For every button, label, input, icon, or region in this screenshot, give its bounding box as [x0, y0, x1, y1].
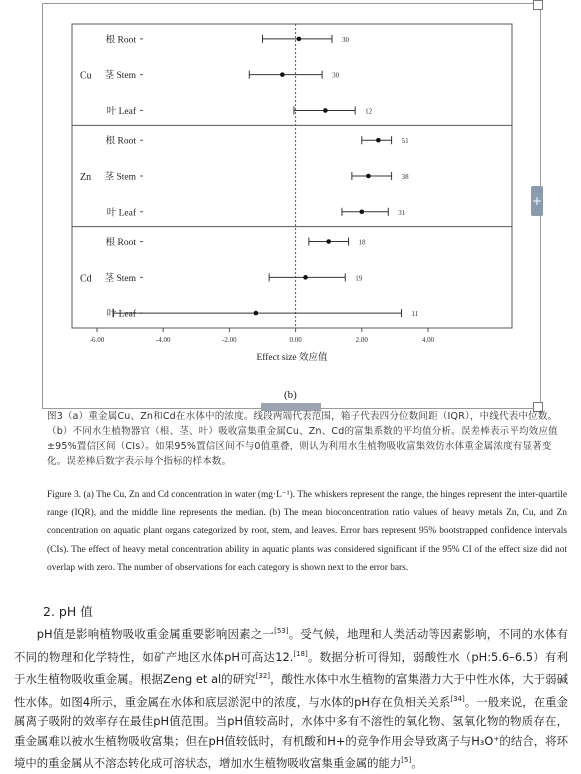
effect-point — [326, 239, 331, 244]
effect-point — [254, 311, 259, 316]
body-text-segment: 。数据分析可得知，弱酸性水（pH:5.6–6.5）有利于水生植物吸收重金属。根据Zeng et al的研究 — [14, 649, 568, 686]
citation: [5] — [401, 756, 412, 765]
n-label: 31 — [398, 208, 406, 217]
effect-point — [376, 138, 381, 143]
x-tick-label: -4.00 — [155, 336, 171, 344]
body-text-segment: pH值是影响植物吸收重金属重要影响因素之一 — [36, 626, 275, 641]
plus-icon[interactable]: + — [531, 186, 543, 216]
panel-label: (b) — [284, 389, 297, 401]
effect-point — [323, 108, 328, 113]
row-label: 茎 Stem — [104, 71, 136, 82]
x-tick-label: 0.00 — [289, 336, 302, 344]
row-label: 根 Root — [105, 238, 136, 249]
body-paragraph — [14, 622, 568, 774]
n-label: 18 — [358, 238, 366, 247]
n-label: 51 — [401, 137, 409, 146]
row-label: 叶 Leaf — [106, 106, 136, 117]
n-label: 12 — [365, 107, 373, 116]
body-text-segment: 。受气候，地理和人类活动等因素影响，不同的水体有不同的物理和化学特性，如矿产地区水体pH可高达12. — [14, 626, 568, 664]
body-text-segment: 。 — [411, 756, 423, 771]
figure-caption-chinese: 图3（a）重金属Cu、Zn和Cd在水体中的浓度。线段两端代表范围，箱子代表四分位数间距（IQR），中线代表中位数。（b）不同水生植物器官（根、茎、叶）吸收富集重金属Cu、Zn、Cd的富集系数的平均值分析。误差棒表示平均效应值±95%置信区间（CIs）。如果95%置信区间不与0值重叠，则认为利用水生植物吸收富集效仿水体重金属浓度有显著变化。误差棒后数字表示每个指标的样本数。 — [47, 411, 558, 467]
effect-point — [303, 275, 308, 280]
row-label: 茎 Stem — [104, 172, 136, 183]
x-tick-label: 4.00 — [421, 336, 435, 344]
citation: [34] — [450, 694, 465, 703]
effect-point — [366, 174, 371, 179]
x-tick-label: -2.00 — [222, 336, 237, 344]
effect-point — [280, 72, 285, 77]
body-text-segment: ，酸性水体中水生植物的富集潜力大于中性水体，大于弱碱性水体。如图4所示，重金属在水体和底层淤泥中的浓度，与水体的pH存在负相关关系 — [14, 671, 568, 709]
row-label: 茎 Stem — [104, 273, 136, 284]
citation: [32] — [255, 672, 271, 680]
x-axis-label: Effect size 效应值 — [256, 353, 328, 363]
citation: [18] — [293, 649, 308, 658]
body-text-segment: 。一般来说，在重金属离子吸附的效率存在最佳pH值范围。当pH值较高时，水体中多有不溶性的氧化物、氢氧化物的物质存在，重金属难以被水生植物吸收富集；但在pH值较低时，有机酸和H+的竞争作用会导致离子与H₃O⁺的结合，将环境中的重金属从不溶态转化成可溶状态，增加水生植物吸收富集重金属的能力 — [14, 694, 568, 771]
citation: [53] — [274, 627, 289, 635]
n-label: 19 — [355, 274, 363, 283]
figure-caption-english: Figure 3. (a) The Cu, Zn and Cd concentration in water (mg·L⁻¹). The whiskers represent the range, the hinges represent the inter-quartile range (IQR), and the middle line represents the median. (b) The mean bioconcentration ratio values of heavy metals Zn, Cu, and Zn concentration on aquatic plant organs categorized by root, stem, and leaves. Error bars represent 95% bootstrapped confidence intervals (CIs). The effect of heavy metal concentration ability in aquatic plants was considered significant if the 95% CI of the effect size did not overlap with zero. The number of observations for each category is shown next to the error bars. — [47, 490, 567, 573]
n-label: 30 — [342, 35, 350, 44]
group-label: Cu — [80, 70, 92, 82]
n-label: 11 — [411, 310, 419, 319]
n-label: 30 — [332, 71, 340, 80]
x-tick-label: -6.00 — [89, 336, 105, 344]
effect-point — [297, 37, 302, 42]
x-tick-label: 2.00 — [355, 336, 368, 344]
row-label: 叶 Leaf — [106, 309, 136, 320]
effect-point — [360, 209, 365, 214]
group-label: Zn — [80, 172, 92, 183]
row-label: 根 Root — [105, 35, 136, 46]
row-label: 根 Root — [105, 136, 136, 147]
plot-area — [72, 24, 512, 328]
row-label: 叶 Leaf — [106, 208, 136, 219]
n-label: 38 — [401, 173, 409, 181]
group-label: Cd — [80, 273, 92, 285]
section-heading: 2. pH 值 — [43, 604, 93, 619]
